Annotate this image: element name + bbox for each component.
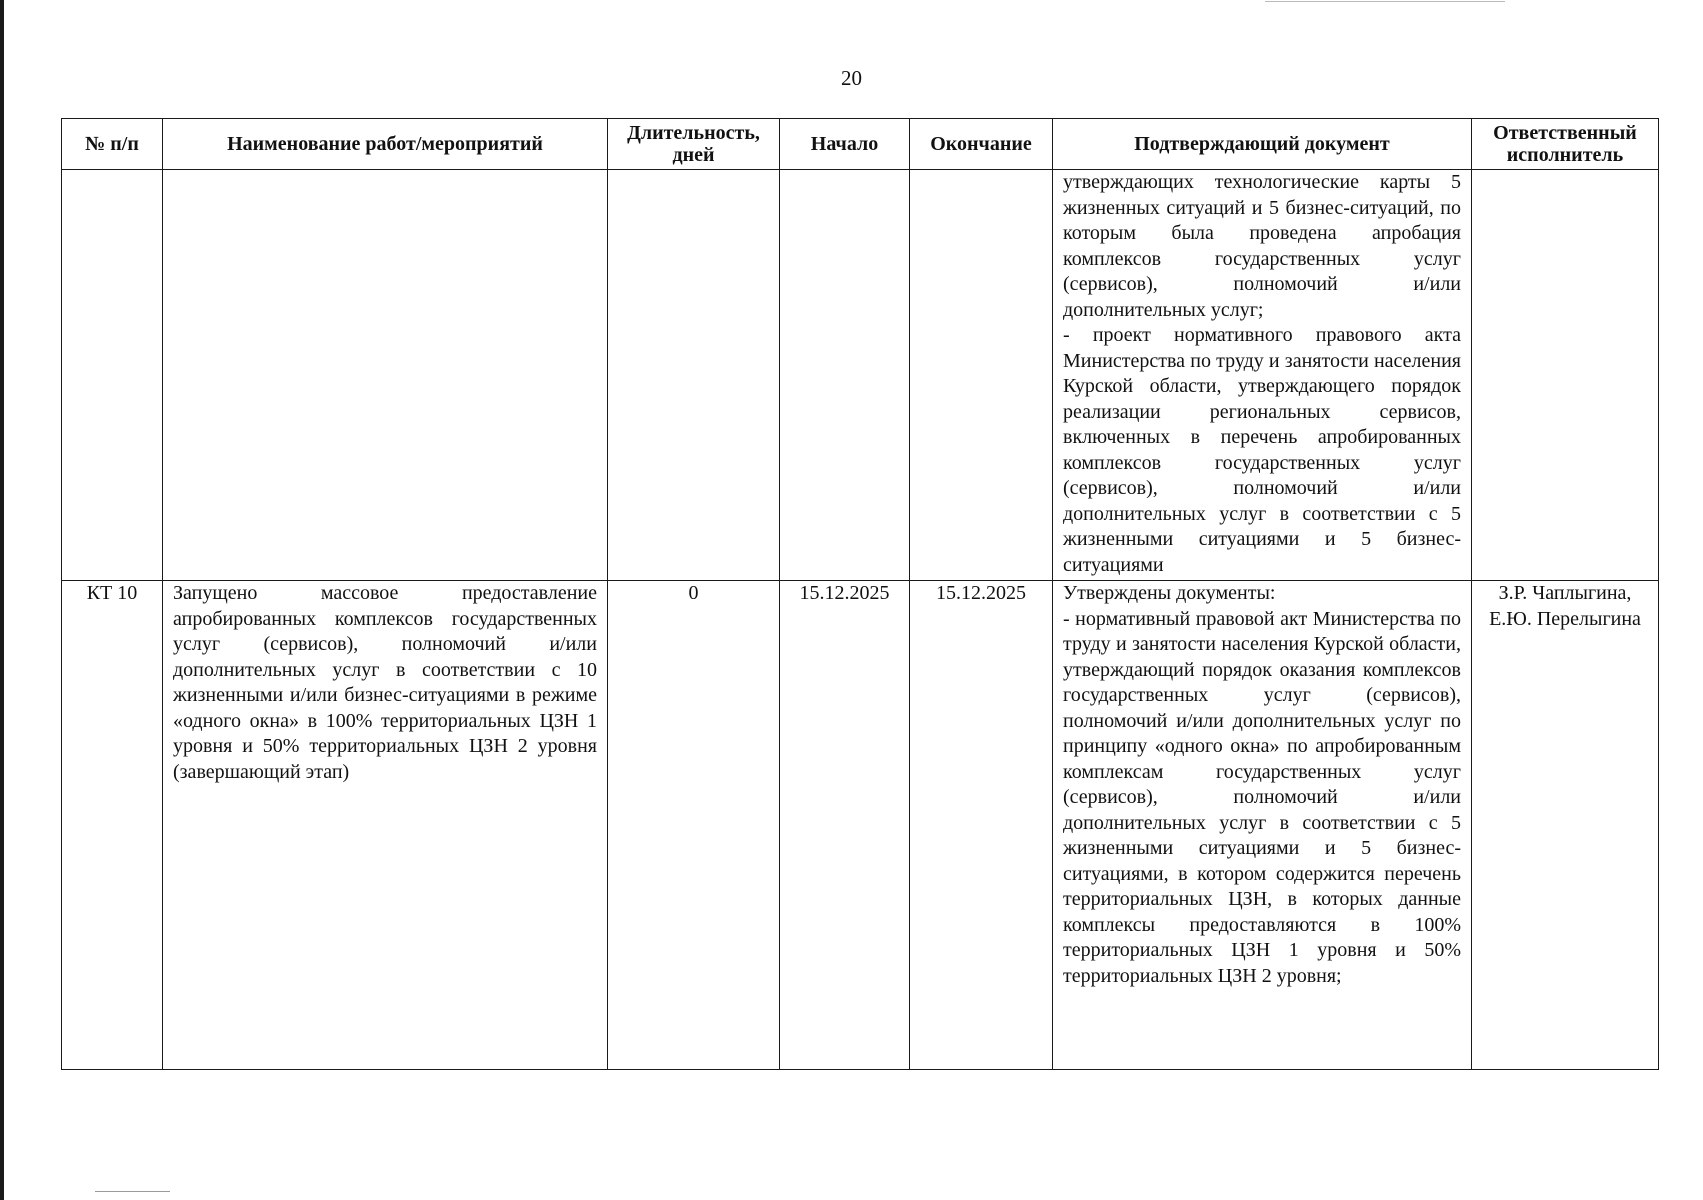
header-end: Окончание [910,119,1053,170]
page-number: 20 [841,66,862,90]
header-name: Наименование работ/мероприятий [163,119,608,170]
cell-responsible: З.Р. Чаплыгина, Е.Ю. Перелыгина [1472,581,1659,1070]
cell-name [163,170,608,581]
table-row [62,581,1659,1070]
cell-duration: 0 [608,581,780,1070]
header-duration: Длительность, дней [608,119,780,170]
header-document: Подтверждающий документ [1053,119,1472,170]
header-start: Начало [780,119,910,170]
table-row [62,170,1659,581]
header-responsible: Ответственный исполнитель [1472,119,1659,170]
document-text: Утверждены документы: [1063,582,1276,604]
cell-end: 15.12.2025 [910,581,1053,1070]
scan-left-edge [0,0,4,1200]
cell-document [1053,581,1472,1070]
cell-num [62,170,163,581]
cell-document [1053,170,1472,581]
cell-num: КТ 10 [62,581,163,1070]
header-num: № п/п [62,119,163,170]
table-header-row [62,119,1659,170]
cell-start: 15.12.2025 [780,581,910,1070]
document-text: утверждающих технологические карты 5 жизненных ситуаций и 5 бизнес-ситуаций, по которым была проведена апробация комплексов государственных услуг (сервисов), полномочий и/или дополнительных услуг; [1063,171,1461,321]
schedule-table [61,118,1659,1070]
cell-start [780,170,910,581]
cell-name: Запущено массовое предоставление апробированных комплексов государственных услуг (сервисов), полномочий и/или дополнительных услуг в соответствии с 10 жизненными и/или бизнес-ситуациями в режиме «одного окна» в 100% территориальных ЦЗН 1 уровня и 50% территориальных ЦЗН 2 уровня (завершающий этап) [163,581,608,1070]
document-text-item: - нормативный правовой акт Министерства по труду и занятости населения Курской области, утверждающий порядок оказания комплексов государственных услуг (сервисов), полномочий и/или дополнительных услуг по принципу «одного окна» по апробированным комплексам государственных услуг (сервисов), полномочий и/или дополнительных услуг в соответствии с 5 жизненными ситуациями и 5 бизнес-ситуациями, в котором содержится перечень территориальных ЦЗН, в которых данные комплексы предоставляются в 100% территориальных ЦЗН 1 уровня и 50% территориальных ЦЗН 2 уровня; [1063,607,1461,987]
cell-end [910,170,1053,581]
cell-responsible [1472,170,1659,581]
scan-artifact [1265,1,1505,2]
cell-duration [608,170,780,581]
document-text-item: - проект нормативного правового акта Министерства по труду и занятости населения Курской области, утверждающего порядок реализации региональных сервисов, включенных в перечень апробированных комплексов государственных услуг (сервисов), полномочий и/или дополнительных услуг в соответствии с 5 жизненными ситуациями и 5 бизнес-ситуациями [1063,324,1461,576]
scan-artifact [95,1191,170,1192]
